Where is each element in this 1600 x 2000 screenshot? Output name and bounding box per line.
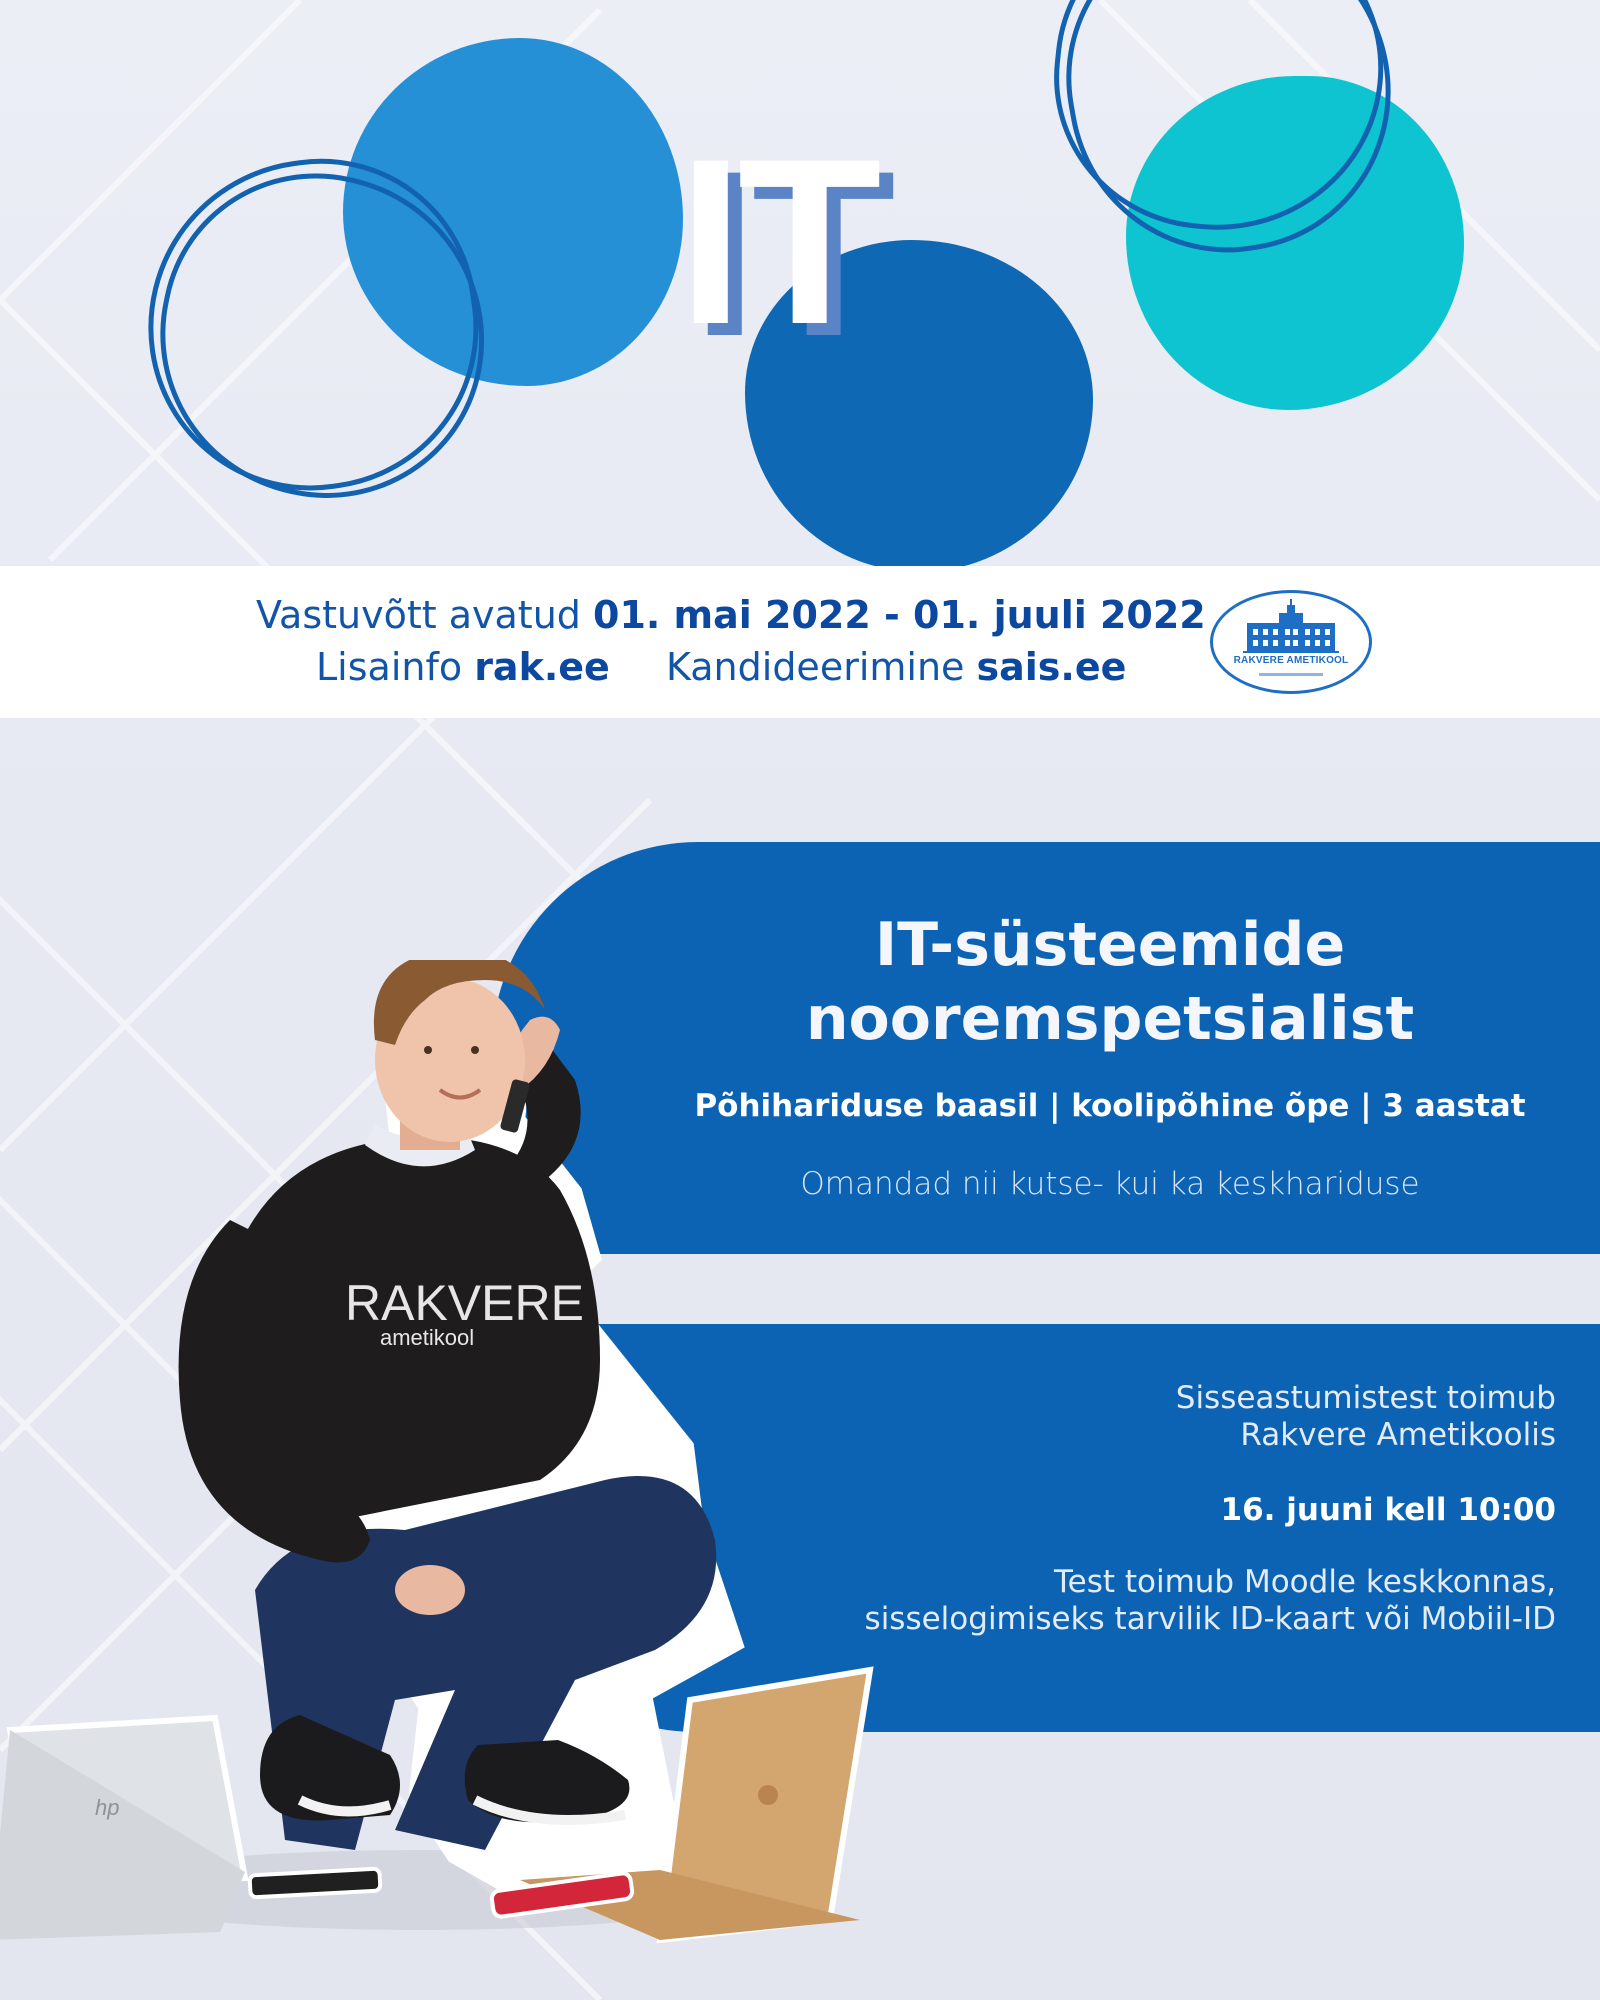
admission-links-line xyxy=(316,644,1126,690)
exam-line-3: Test toimub Moodle keskkonnas, xyxy=(1053,1564,1556,1600)
sweater-text: RAKVERE xyxy=(345,1275,584,1331)
course-title-line-2: nooremspetsialist xyxy=(805,984,1415,1054)
exam-date: 16. juuni kell 10:00 xyxy=(1220,1492,1556,1528)
exam-line-4: sisselogimiseks tarvilik ID-kaart või Mobiil-ID xyxy=(864,1601,1556,1637)
admission-open-dates: 01. mai 2022 - 01. juuli 2022 xyxy=(593,593,1206,637)
student-photo xyxy=(0,960,900,2000)
info-label: Lisainfo xyxy=(316,645,463,689)
admission-info-band xyxy=(0,566,1600,718)
exam-line-1: Sisseastumistest toimub xyxy=(1175,1380,1556,1416)
svg-text:hp: hp xyxy=(95,1795,120,1820)
logo-text: RAKVERE AMETIKOOL xyxy=(1233,655,1349,666)
course-note: Omandad nii kutse- kui ka keskhariduse xyxy=(800,1166,1420,1202)
admission-open-label: Vastuvõtt avatud xyxy=(256,593,581,637)
hp-laptop xyxy=(0,1718,245,1940)
admission-dates-line xyxy=(256,592,1206,638)
course-details: Põhihariduse baasil | koolipõhine õpe | 3 aastat xyxy=(694,1088,1526,1124)
apply-label: Kandideerimine xyxy=(666,645,965,689)
poster-headline: IT xyxy=(678,110,876,374)
apply-site-link[interactable]: sais.ee xyxy=(976,645,1127,689)
info-site-link[interactable]: rak.ee xyxy=(474,645,610,689)
header-decoration xyxy=(0,0,1600,570)
school-logo xyxy=(1210,590,1372,694)
school-building-icon xyxy=(1213,593,1369,691)
exam-line-2: Rakvere Ametikoolis xyxy=(1240,1417,1556,1453)
course-title-line-1: IT-süsteemide xyxy=(874,910,1346,980)
sweater-subtext: ametikool xyxy=(380,1325,475,1350)
